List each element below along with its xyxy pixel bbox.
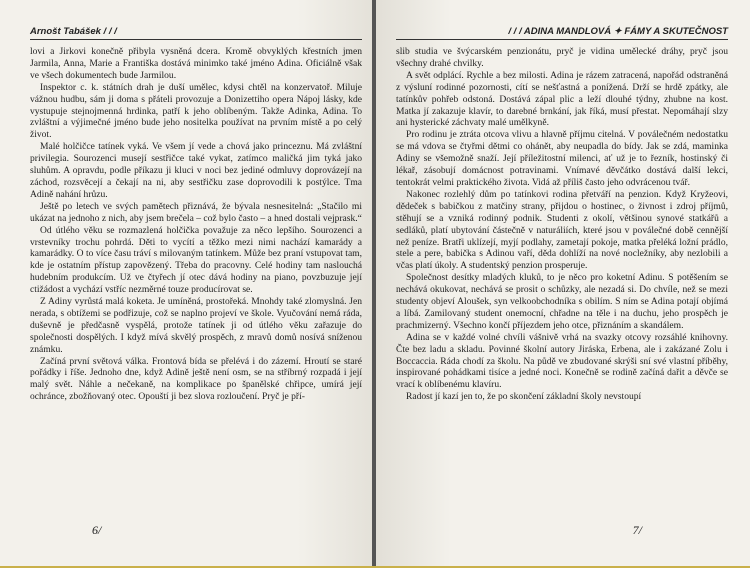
left-paragraph-2: Inspektor c. k. státních drah je duší umělec, kdysi chtěl na konzervatoř. Miluje vážnou hudbu, sám ji doma s přáteli provozuje a Donizettiho opera Nápoj lásky, kde vystupuje stejnojmenná hrdinka, patří k jeho oblíbeným. Takže Adinka, Adina. To zvláštní a výjimečné jméno bude jeho nositelka používat na prvním místě a po celý život. [30, 81, 362, 141]
right-paragraph-4: Nakonec rozlehlý dům po tatínkovi rodina přetváří na penzion. Když Kryžeovi, dědeček s babičkou z matčiny strany, přijdou o hostinec, o živnost i zdroj příjmů, stěhují se a vzniká rodinný podnik. Studenti z okolí, většinou synové statkářů a sedláků, platí ubytování částečně v naturáliích, které jsou v poválečné době cennější než peníze. Bratři uklízejí, myjí podlahy, zametají pokoje, matka přeléká ložní prádlo, stele a pere, babička s Adinou vaří, děda dohlíží na nové nocležníky, aby nezlobili a včas platí úkoly. A studentský penzion prosperuje. [396, 188, 728, 272]
right-paragraph-3: Pro rodinu je ztráta otcova vlivu a hlavně příjmu citelná. V poválečném nedostatku se má vdova se čtyřmi dětmi co ohánět, aby neupadla do bídy. Jak se zdá, maminka Adiny se všemožně snaží. Její příležitostní milenci, ať už je to řezník, hostinský či lékař, zásobují domácnost potravinami. Vnímavé děvčátko dostává další lekci, tentokrát velmi praktického života. Vidá až příliš často jeho odvrácenou tvář. [396, 129, 728, 188]
right-page [376, 0, 750, 566]
left-paragraph-7: Začíná první světová válka. Frontová bída se přelévá i do zázemí. Hroutí se staré pořádky i říše. Jednoho dne, když Adině ještě není osm, se na stříbrný rozpadá i její malý svět. Náhle a nečekaně, na komplikace po španělské chřipce, umírá její ochránce, zbožňovaný otec. Opouští ji bez slova rozloučení. Pryč je pří- [30, 355, 362, 403]
right-paragraph-2: A svět odplácí. Rychle a bez milosti. Adina je rázem zatracená, napořád odstraněná z výsluní rodinné pozornosti, cítí se nešťastná a ponížená. Drží se hrdě zpátky, ale tatínkův pohřeb odstoná. Dostává zápal plic a leží dlouhé týdny, zhubne na kost. Matka jí zakazuje klavír, to darebné brnkání, jak říká, musí přestat. Nepomáhají slzy ani hysterické záchvaty malé umělkyně. [396, 69, 728, 129]
left-paragraph-4: Ještě po letech ve svých pamětech přiznává, že bývala nesnesitelná: „Stačilo mi ukázat na jednoho z nich, aby jsem brečela – což bylo často – a hned dostali vejprask.“ [30, 200, 362, 224]
right-paragraph-5: Společnost desítky mladých kluků, to je něco pro koketní Adinu. S potěšením se nechává okukovat, nechává se prosit o schůzky, ale nezadá si. Do chvíle, než se mezi studenty objeví Aloušek, syn velkoobchodníka s obilím. S ním se Adina potají objímá a líbá. Zamilovaný student onemocní, chřadne na těle i na duchu, jeho prospěch je prachmizerný. Všechno končí příjezdem jeho otce, přiznáním a skandálem. [396, 272, 728, 331]
left-page [0, 0, 372, 566]
right-paragraph-6: Adina se v každé volné chvíli vášnivě vrhá na svazky otcovy rozsáhlé knihovny. Čte bez ladu a skladu. Povinné školní autory Jiráska, Erbena, ale i zakázané Zolu i Boccaccia. Ráda chodí za školu. Na půdě ve zbudované skrýši sní své vlastní příběhy, inspirované pohádkami tisíce a jedné noci. Konečně se rodině začíná dařit a děvče se vrací k oblíbenému klavíru. [396, 331, 728, 391]
left-page-number: 6/ [92, 523, 102, 537]
left-paragraph-1: lovi a Jirkovi konečně přibyla vysněná dcera. Kromě obvyklých křestních jmen Jarmila, Anna, Marie a Františka dostává minimko také jméno Adina. Oficiálně však ve všech dokumentech bude Jarmilou. [30, 46, 362, 81]
left-paragraph-3: Malé holčičce tatínek vyká. Ve všem jí vede a chová jako princeznu. Má zvláštní privilegia. Sourozenci musejí sestřičce také vykat, zatímco maličká jim tyká jako sluhům. A opravdu, podle příkazu ji kluci v noci bez jediné odmluvy doprovázejí na záchod, rozsvěcejí a čekají na ni, aby sestřičku zase doprovodili k postýlce. Tma Adině nahání hrůzu. [30, 141, 362, 200]
right-paragraph-7: Radost jí kazí jen to, že po skončení základní školy nevstoupí [406, 391, 642, 403]
left-running-head: Arnošt Tabášek / / / [30, 26, 362, 40]
right-page-body [396, 46, 728, 403]
left-paragraph-6: Z Adiny vyrůstá malá koketa. Je umíněná, prostořeká. Mnohdy také zlomyslná. Jen nerada, s obtížemi se podřizuje, což se naplno projeví ve škole. Vyučování nemá ráda, duševně je předčasně vyspělá, protože tatínek ji od útlého věku zařazuje do společnosti dospělých. I když mívá skvělý prospěch, z mravů domů nosívá sníženou známku. [30, 296, 362, 355]
left-paragraph-5: Od útlého věku se rozmazlená holčička považuje za něco lepšího. Sourozenci a vrstevníky trochu pohrdá. Děti to vycítí a těžko mezi nimi nachází kamarády a kamarádky. O to více času tráví s milovaným tatínkem. Může bez praní vstupovat tam, kde je ostatním přístup zapovězený. Třeba do pracovny. Celé hodiny tam naslouchá hudebním produkcím. Už ve čtyřech jí otec dává hodiny na piano, povzbuzuje její ctižádost a vychází vstříc nezměrné touze producírovat se. [30, 224, 362, 296]
left-page-body [30, 46, 362, 403]
right-running-head: / / / ADINA MANDLOVÁ ✦ FÁMY A SKUTEČNOST [396, 26, 728, 40]
right-page-number: 7/ [632, 523, 642, 537]
right-paragraph-1: slib studia ve švýcarském penzionátu, pryč je vidina umělecké dráhy, pryč jsou všechny drahé chvilky. [396, 46, 728, 69]
